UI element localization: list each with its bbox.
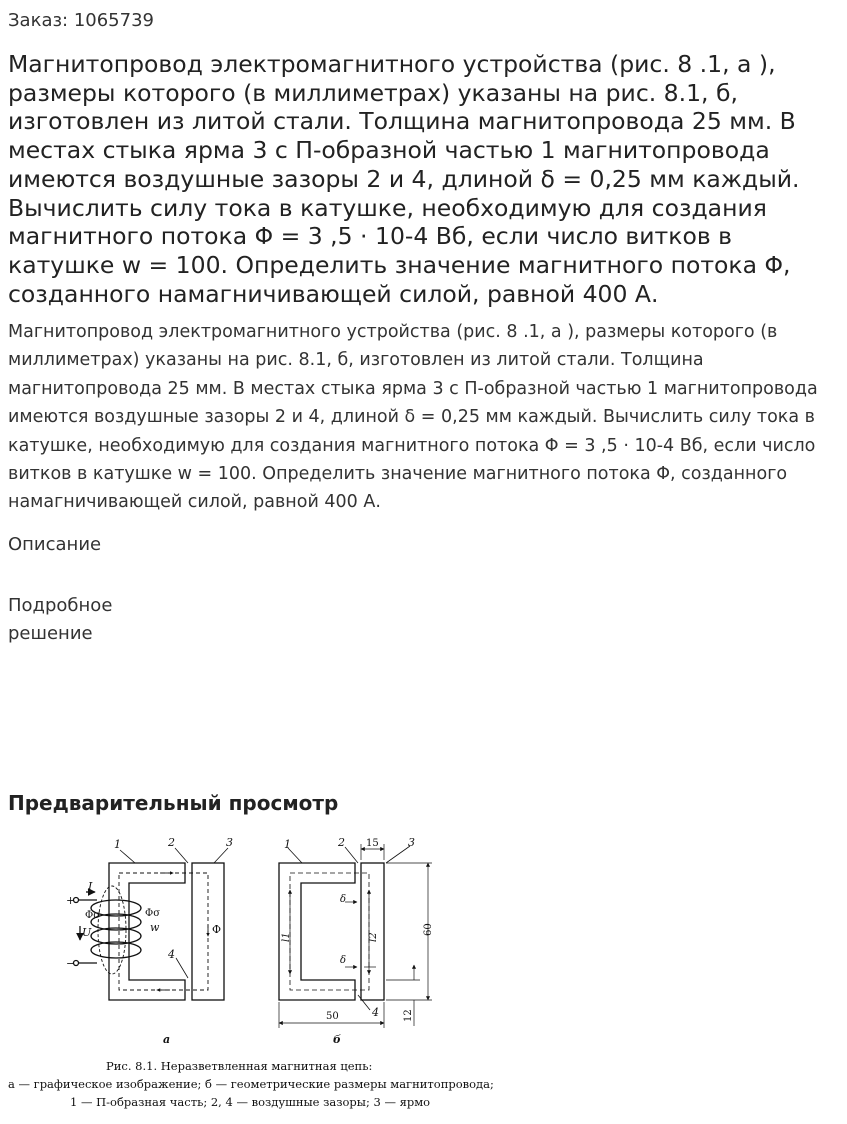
task-description: Магнитопровод электромагнитного устройства (рис. 8 .1, а ), размеры которого (в миллиметрах) указаны на рис. 8.1, б, изготовлен из литой стали. Толщина магнитопровода 25 мм. В местах стыка ярма 3 с П-образной частью 1 магнитопровода имеются воздушные зазоры 2 и 4, длиной δ = 0,25 мм каждый. Вычислить силу тока в катушке, необходимую для создания магнитного потока Φ = 3 ,5 · 10-4 Вб, если число витков в катушке w = 100. Определить значение магнитного потока Φ, созданного намагничивающей силой, равной 400 А. — [8, 322, 818, 513]
solution-label: Подробное решение — [8, 595, 113, 644]
preview-figure — [0, 830, 520, 1120]
fig-a-label-2: 2 — [168, 836, 175, 849]
fig-b-dim-width: 50 — [326, 1011, 339, 1022]
figure-caption-title: Рис. 8.1. Неразветвленная магнитная цепь: — [106, 1059, 373, 1073]
fig-a-leak-left: Φσ — [85, 910, 101, 921]
task-title: Магнитопровод электромагнитного устройства (рис. 8 .1, а ), размеры которого (в миллиметрах) указаны на рис. 8.1, б, изготовлен из литой стали. Толщина магнитопровода 25 мм. В местах стыка ярма 3 с П-образной частью 1 магнитопровода имеются воздушные зазоры 2 и 4, длиной δ = 0,25 мм каждый. Вычислить силу тока в катушке, необходимую для создания магнитного потока Φ = 3 ,5 · 10-4 Вб, если число витков в катушке w = 100. Определить значение магнитного потока Φ, созданного намагничивающей силой, равной 400 А. — [8, 50, 800, 308]
figure-b — [279, 844, 432, 1028]
figure-caption-line1: а — графическое изображение; б — геометрические размеры магнитопровода; — [8, 1077, 494, 1091]
fig-a-label-1: 1 — [114, 838, 121, 851]
fig-a-label-3: 3 — [226, 836, 233, 849]
fig-a-turns: w — [150, 921, 160, 934]
core-u-part-a — [109, 863, 185, 1000]
description-label: Описание — [8, 534, 102, 555]
fig-b-label-1: 1 — [284, 838, 291, 851]
fig-a-flux: Φ — [212, 923, 222, 936]
fig-a-label-4: 4 — [168, 948, 175, 961]
fig-b-label-2: 2 — [338, 836, 345, 849]
fig-b-l1: l1 — [281, 932, 292, 942]
fig-b-dim-height: 60 — [423, 923, 434, 936]
fig-a-voltage: U — [82, 926, 92, 939]
fig-b-caption: б — [333, 1033, 341, 1046]
yoke-b — [361, 863, 384, 1000]
fig-a-plus: + — [66, 894, 76, 907]
fig-a-leak-right: Φσ — [145, 908, 161, 919]
fig-b-label-3: 3 — [408, 836, 415, 849]
fig-a-caption: а — [163, 1033, 171, 1046]
fig-b-dim-yoke: 15 — [366, 838, 379, 849]
order-number: Заказ: 1065739 — [8, 10, 154, 31]
fig-b-label-4: 4 — [372, 1006, 379, 1019]
magnetic-circuit-diagram — [0, 830, 520, 1120]
fig-a-minus: − — [66, 957, 76, 970]
fig-a-current: I — [88, 880, 93, 893]
fig-b-l2: l2 — [368, 932, 379, 942]
fig-b-dim-bottom: 12 — [403, 1009, 414, 1022]
fig-b-gap-top: δ — [340, 894, 347, 905]
preview-heading: Предварительный просмотр — [8, 791, 339, 815]
figure-caption-line2: 1 — П-образная часть; 2, 4 — воздушные зазоры; 3 — ярмо — [70, 1095, 431, 1109]
core-u-part-b — [279, 863, 355, 1000]
fig-b-gap-bottom: δ — [340, 955, 347, 966]
